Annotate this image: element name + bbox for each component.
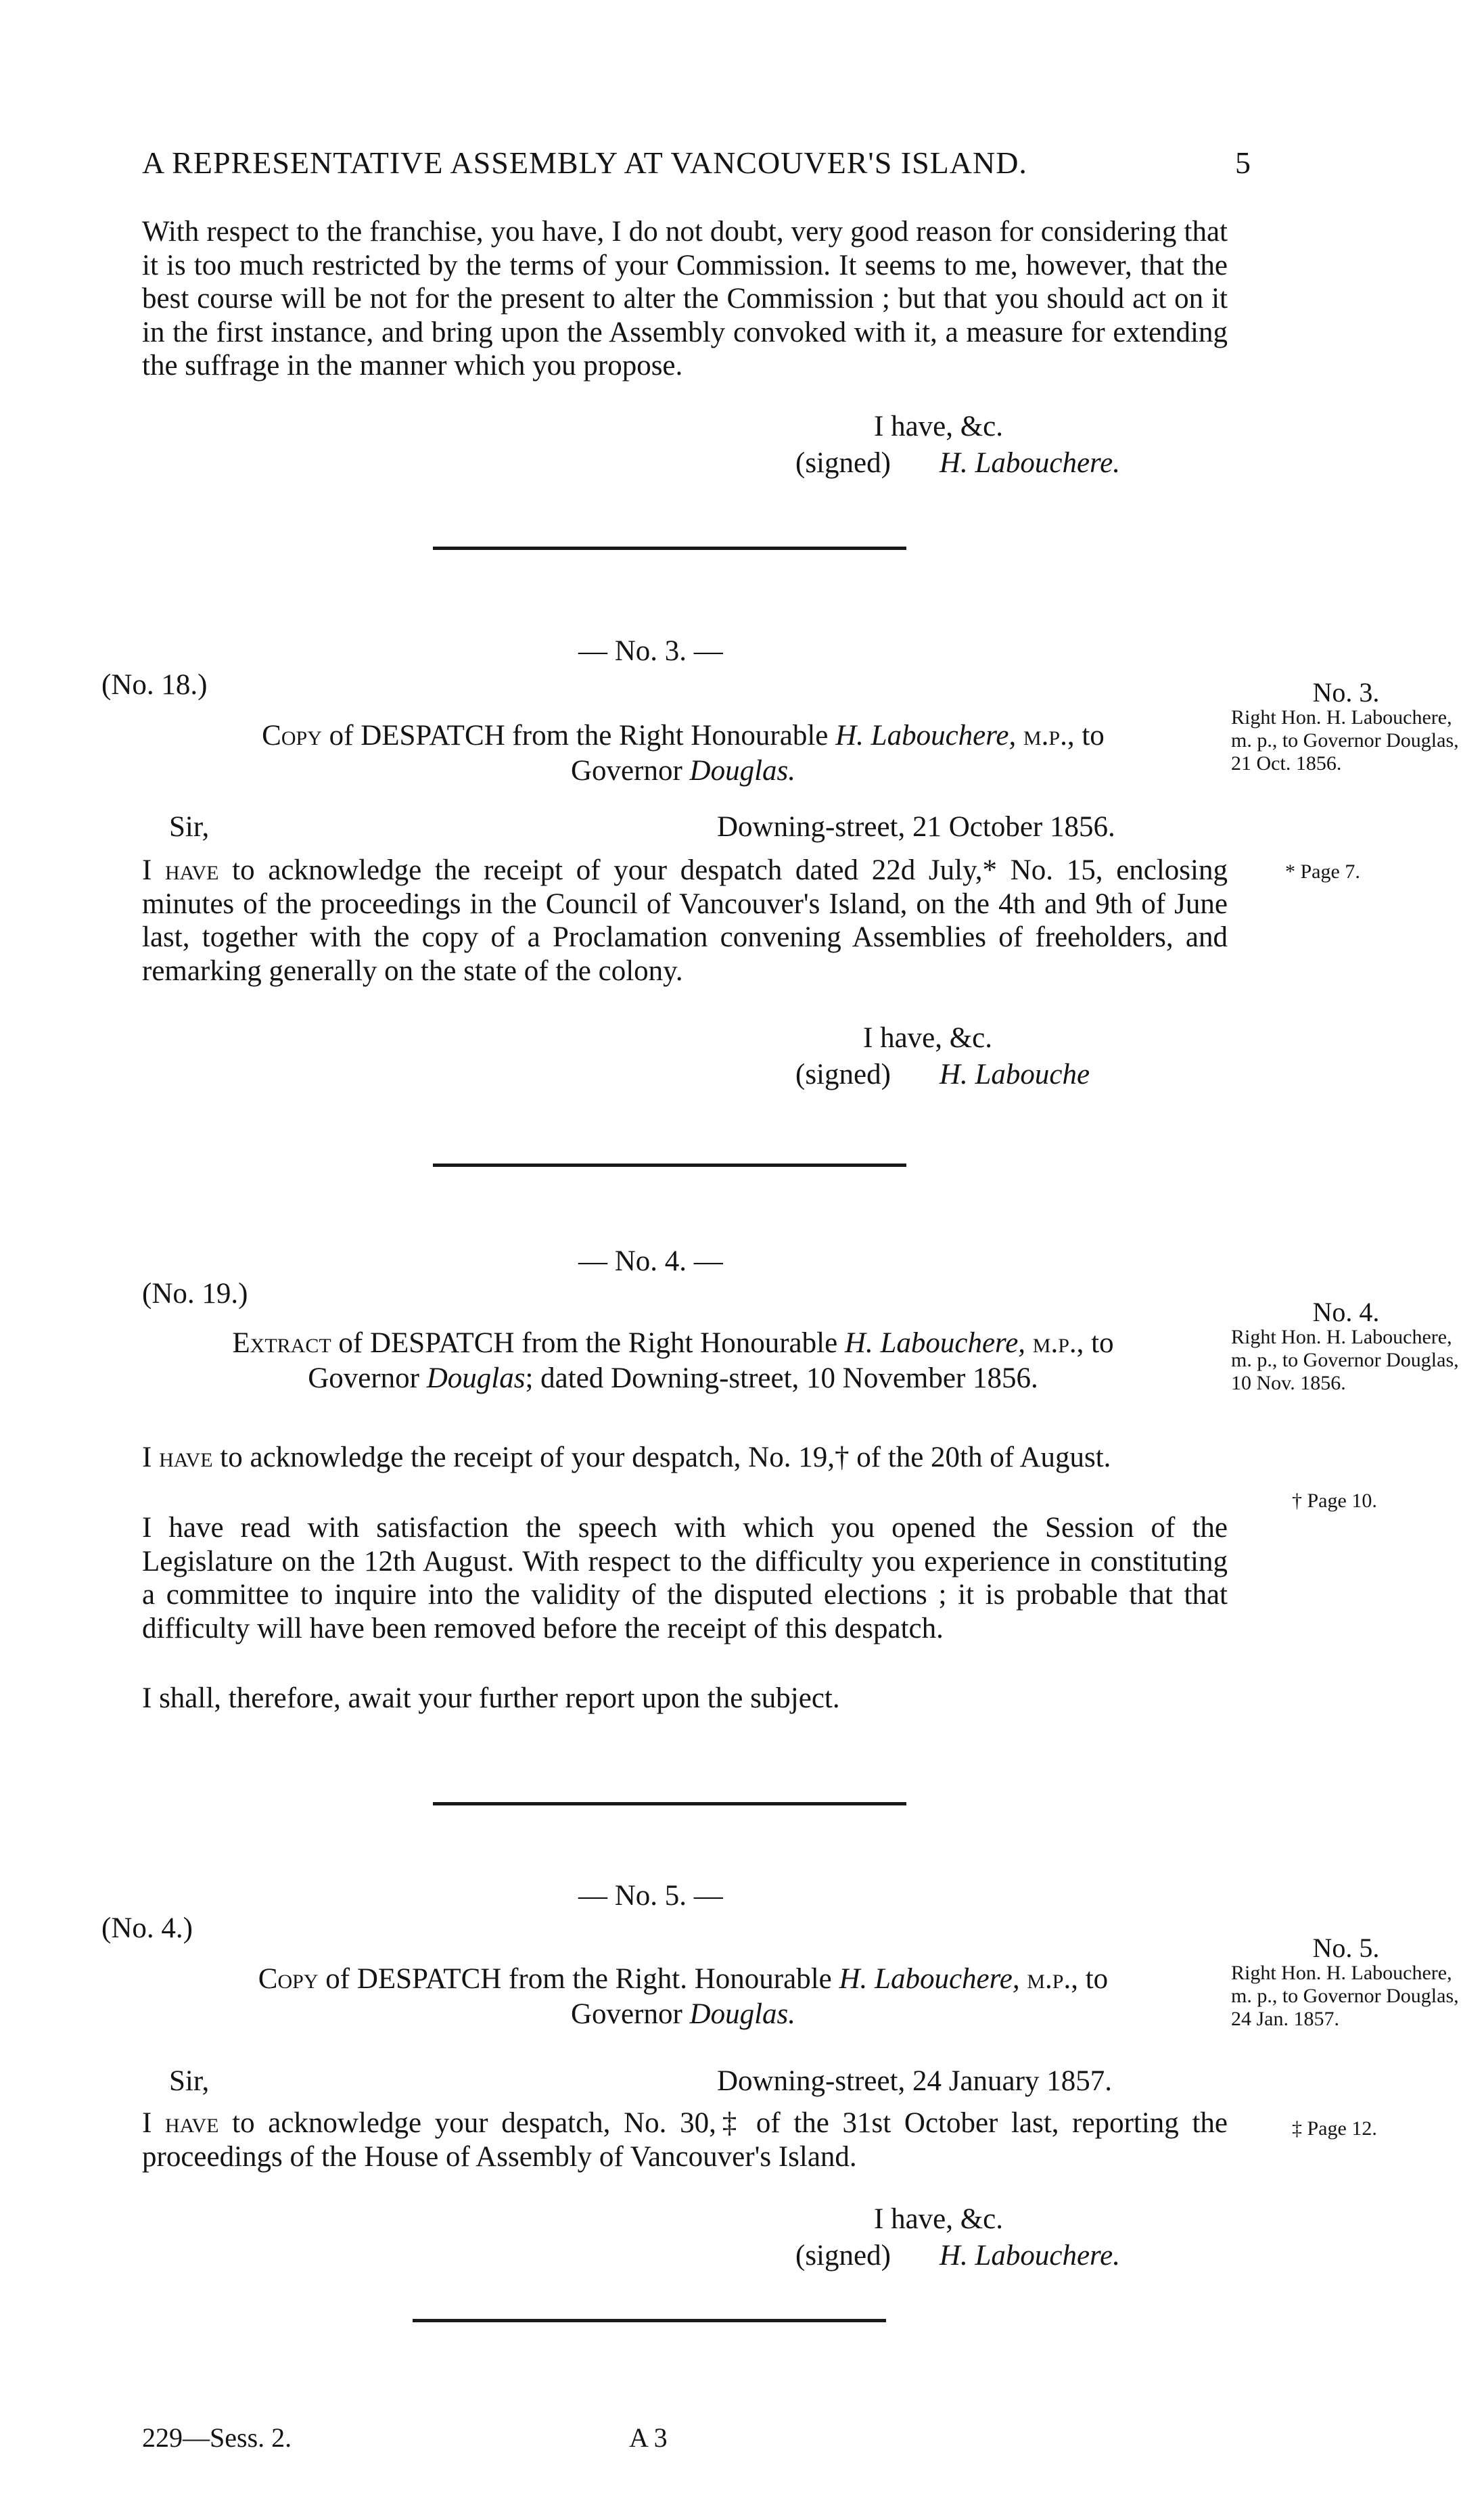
despatch-ref-no3: (No. 18.) xyxy=(101,669,208,701)
signer-name: H. Labouche xyxy=(939,1059,1090,1090)
signature-no3 xyxy=(795,1058,1090,1091)
title-douglas: Douglas. xyxy=(689,755,795,787)
title-line-2 xyxy=(135,754,1231,789)
margin-text: Right Hon. H. Labouchere, m. p., to Governor Douglas, 21 Oct. 1856. xyxy=(1231,706,1459,775)
title-mp: m.p., xyxy=(1032,1327,1084,1359)
section-divider xyxy=(433,1802,906,1805)
body-lead: I have xyxy=(142,854,219,886)
title-mp: m.p., xyxy=(1027,1963,1078,1995)
body-no4-p2: I have read with satisfaction the speech with which you opened the Session of the Legislature on the 12th August. With respect to the difficulty you experience in constituting a committee to inquire into the validity of the disputed elections ; it is probable that that difficulty will have been removed before the receipt of this despatch. xyxy=(142,1512,1228,1644)
margin-note-no4 xyxy=(1231,1299,1461,1395)
title-to: to xyxy=(1091,1327,1114,1359)
body-text: to acknowledge your despatch, No. 30,‡ of the 31st October last, reporting the proceedings of the House of Assembly of Vancouver's Island. xyxy=(142,2107,1228,2173)
dateline-no3: Downing-street, 21 October 1856. xyxy=(717,811,1115,843)
body-no4-p1 xyxy=(142,1441,1228,1475)
title-name: H. Labouchere, xyxy=(839,1963,1020,1995)
margin-note-no5 xyxy=(1231,1935,1461,2031)
margin-page-ref-no3: * Page 7. xyxy=(1285,860,1360,883)
signed-label: (signed) xyxy=(795,1059,891,1090)
closing-no5: I have, &c. xyxy=(874,2203,1004,2235)
body-lead: I have xyxy=(142,1442,213,1473)
body-text: to acknowledge the receipt of your despatch, No. 19,† of the 20th of August. xyxy=(220,1442,1111,1473)
margin-text: Right Hon. H. Labouchere, m. p., to Governor Douglas, 10 Nov. 1856. xyxy=(1231,1326,1459,1394)
title-prefix: Extract xyxy=(232,1327,331,1359)
title-douglas: Douglas xyxy=(426,1362,526,1394)
title-to: to xyxy=(1082,720,1105,752)
title-line-2 xyxy=(135,1997,1231,2032)
intro-paragraph: With respect to the franchise, you have, I do not doubt, very good reason for considering that it is too much restricted by the terms of your Commission. It seems to me, however, that the best course will be not for the present to alter the Commission ; but that you should act on it in the first instance, and bring upon the Assembly convoked with it, a measure for extending the suffrage in the manner which you propose. xyxy=(142,216,1228,382)
title-prefix: Copy xyxy=(258,1963,319,1995)
title-main: of DESPATCH from the Right Honourable xyxy=(329,720,829,752)
section-divider xyxy=(433,1164,906,1167)
section-heading-no4: — No. 4. — xyxy=(578,1245,723,1277)
title-governor: Governor xyxy=(570,755,682,787)
section-divider xyxy=(413,2319,886,2322)
salutation-no5: Sir, xyxy=(169,2065,210,2097)
page-title: A REPRESENTATIVE ASSEMBLY AT VANCOUVER'S ISLAND. xyxy=(142,145,1027,180)
title-line-1 xyxy=(135,1962,1231,1997)
margin-no: No. 5. xyxy=(1312,1933,1380,1963)
margin-no: No. 4. xyxy=(1312,1297,1380,1327)
title-governor: Governor xyxy=(308,1362,419,1394)
title-line-1 xyxy=(115,1326,1231,1361)
closing-no3: I have, &c. xyxy=(863,1022,993,1054)
title-main: of DESPATCH from the Right. Honourable xyxy=(325,1963,832,1995)
body-text: to acknowledge the receipt of your despatch dated 22d July,* No. 15, enclosing minutes of the proceedings in the Council of Vancouver's Island, on the 4th and 9th of June last, together with the copy of a Proclamation convening Assemblies of freeholders, and remarking generally on the state of the colony. xyxy=(142,854,1228,987)
salutation-no3: Sir, xyxy=(169,811,210,843)
margin-note-no3 xyxy=(1231,679,1461,775)
section-divider xyxy=(433,547,906,550)
margin-page-ref-no5: ‡ Page 12. xyxy=(1292,2117,1377,2140)
intro-signature xyxy=(795,446,1120,480)
signer-name: H. Labouchere. xyxy=(939,447,1121,479)
intro-closing: I have, &c. xyxy=(874,411,1004,442)
signature-no5 xyxy=(795,2239,1120,2272)
title-name: H. Labouchere, xyxy=(835,720,1017,752)
title-line-2 xyxy=(115,1361,1231,1396)
page-header xyxy=(142,145,1251,181)
margin-no: No. 3. xyxy=(1312,677,1380,708)
title-to: to xyxy=(1085,1963,1109,1995)
margin-page-ref-no4: † Page 10. xyxy=(1292,1490,1377,1512)
signed-label: (signed) xyxy=(795,2240,891,2272)
section-heading-no3: — No. 3. — xyxy=(578,635,723,667)
page-number: 5 xyxy=(1235,145,1251,180)
body-lead: I have xyxy=(142,2107,219,2139)
body-no5 xyxy=(142,2106,1228,2173)
despatch-ref-no4: (No. 19.) xyxy=(142,1278,248,1310)
body-no3 xyxy=(142,854,1228,988)
title-governor: Governor xyxy=(570,1998,682,2030)
section-heading-no5: — No. 5. — xyxy=(578,1880,723,1912)
despatch-title-no3 xyxy=(135,718,1231,789)
signer-name: H. Labouchere. xyxy=(939,2240,1121,2272)
despatch-title-no5 xyxy=(135,1962,1231,2032)
title-dated: ; dated Downing-street, 10 November 1856. xyxy=(525,1362,1038,1394)
despatch-title-no4 xyxy=(115,1326,1231,1396)
body-no4-p3: I shall, therefore, await your further report upon the subject. xyxy=(142,1682,840,1714)
title-name: H. Labouchere, xyxy=(844,1327,1026,1359)
title-main: of DESPATCH from the Right Honourable xyxy=(338,1327,838,1359)
title-prefix: Copy xyxy=(262,720,322,752)
margin-text: Right Hon. H. Labouchere, m. p., to Governor Douglas, 24 Jan. 1857. xyxy=(1231,1962,1459,2030)
despatch-ref-no5: (No. 4.) xyxy=(101,1912,193,1944)
title-line-1 xyxy=(135,718,1231,754)
signed-label: (signed) xyxy=(795,447,891,479)
footer-signature-mark: A 3 xyxy=(629,2422,668,2453)
dateline-no5: Downing-street, 24 January 1857. xyxy=(717,2065,1112,2097)
footer-session: 229—Sess. 2. xyxy=(142,2422,292,2453)
title-mp: m.p., xyxy=(1023,720,1075,752)
title-douglas: Douglas. xyxy=(689,1998,795,2030)
